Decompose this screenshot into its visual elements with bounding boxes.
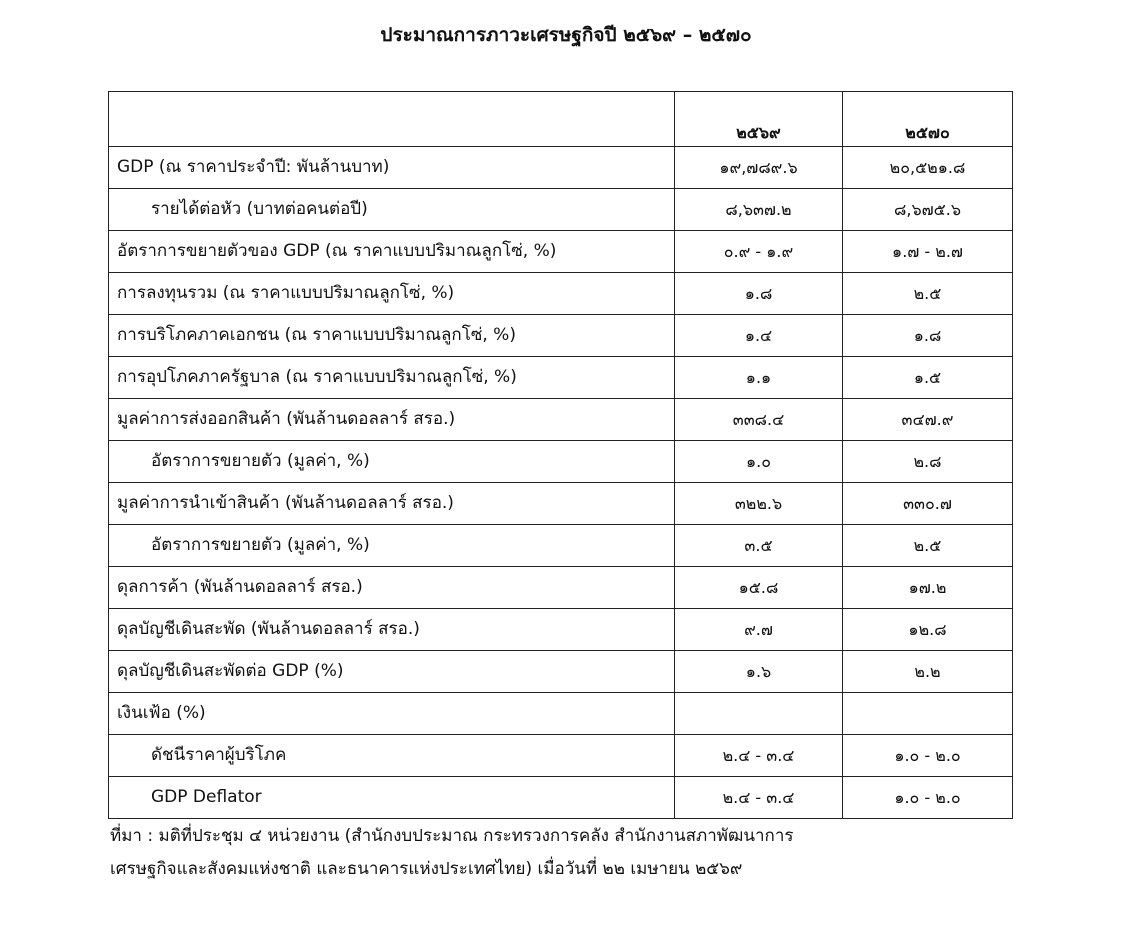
value-2569: ๑๙,๗๘๙.๖ (675, 147, 843, 189)
table-row (109, 483, 1013, 525)
source-note (110, 820, 1020, 886)
header-year-2570: ๒๕๗๐ (843, 92, 1013, 147)
row-label: มูลค่าการนำเข้าสินค้า (พันล้านดอลลาร์ สรอ.) (109, 483, 675, 525)
value-2570: ๒.๕ (843, 273, 1013, 315)
value-2569: ๓๓๘.๔ (675, 399, 843, 441)
value-2570: ๓๓๐.๗ (843, 483, 1013, 525)
row-label: ดุลบัญชีเดินสะพัดต่อ GDP (%) (109, 651, 675, 693)
forecast-table (108, 91, 1013, 819)
table-row (109, 567, 1013, 609)
table-row (109, 693, 1013, 735)
row-label: รายได้ต่อหัว (บาทต่อคนต่อปี) (109, 189, 675, 231)
value-2570: ๒.๒ (843, 651, 1013, 693)
value-2569: ๘,๖๓๗.๒ (675, 189, 843, 231)
table-row (109, 441, 1013, 483)
row-label: การอุปโภคภาครัฐบาล (ณ ราคาแบบปริมาณลูกโซ่, %) (109, 357, 675, 399)
table-row (109, 777, 1013, 819)
row-label: ดัชนีราคาผู้บริโภค (109, 735, 675, 777)
row-label: มูลค่าการส่งออกสินค้า (พันล้านดอลลาร์ สรอ.) (109, 399, 675, 441)
table-row (109, 147, 1013, 189)
value-2570 (843, 693, 1013, 735)
table-row (109, 189, 1013, 231)
value-2569: ๙.๗ (675, 609, 843, 651)
table-row (109, 231, 1013, 273)
value-2569 (675, 693, 843, 735)
table-header-row (109, 92, 1013, 147)
value-2569: ๓.๕ (675, 525, 843, 567)
value-2570: ๒.๕ (843, 525, 1013, 567)
table-row (109, 651, 1013, 693)
value-2569: ๒.๔ - ๓.๔ (675, 735, 843, 777)
row-label: อัตราการขยายตัว (มูลค่า, %) (109, 525, 675, 567)
value-2570: ๘,๖๗๕.๖ (843, 189, 1013, 231)
document-title: ประมาณการภาวะเศรษฐกิจปี ๒๕๖๙ – ๒๕๗๐ (380, 24, 752, 46)
row-label: GDP (ณ ราคาประจำปี: พันล้านบาท) (109, 147, 675, 189)
value-2570: ๑.๐ - ๒.๐ (843, 777, 1013, 819)
row-label: การลงทุนรวม (ณ ราคาแบบปริมาณลูกโซ่, %) (109, 273, 675, 315)
table-row (109, 525, 1013, 567)
header-blank-cell (109, 92, 675, 147)
value-2569: ๓๒๒.๖ (675, 483, 843, 525)
value-2569: ๑.๘ (675, 273, 843, 315)
value-2569: ๑.๖ (675, 651, 843, 693)
value-2570: ๑.๐ - ๒.๐ (843, 735, 1013, 777)
table-row (109, 357, 1013, 399)
value-2569: ๑.๑ (675, 357, 843, 399)
table-row (109, 735, 1013, 777)
value-2570: ๑๒.๘ (843, 609, 1013, 651)
value-2569: ๑.๔ (675, 315, 843, 357)
value-2570: ๑.๗ - ๒.๗ (843, 231, 1013, 273)
value-2570: ๒.๘ (843, 441, 1013, 483)
table-row (109, 315, 1013, 357)
value-2569: ๐.๙ - ๑.๙ (675, 231, 843, 273)
value-2570: ๑.๘ (843, 315, 1013, 357)
row-label: ดุลบัญชีเดินสะพัด (พันล้านดอลลาร์ สรอ.) (109, 609, 675, 651)
value-2570: ๑๗.๒ (843, 567, 1013, 609)
row-label: ดุลการค้า (พันล้านดอลลาร์ สรอ.) (109, 567, 675, 609)
source-line-2: เศรษฐกิจและสังคมแห่งชาติ และธนาคารแห่งประเทศไทย) เมื่อวันที่ ๒๒ เมษายน ๒๕๖๙ (110, 859, 743, 879)
table-row (109, 609, 1013, 651)
row-label: GDP Deflator (109, 777, 675, 819)
value-2570: ๑.๕ (843, 357, 1013, 399)
row-label: อัตราการขยายตัวของ GDP (ณ ราคาแบบปริมาณลูกโซ่, %) (109, 231, 675, 273)
value-2569: ๑๕.๘ (675, 567, 843, 609)
row-label: เงินเฟ้อ (%) (109, 693, 675, 735)
source-line-1: ที่มา : มติที่ประชุม ๔ หน่วยงาน (สำนักงบประมาณ กระทรวงการคลัง สำนักงานสภาพัฒนาการ (110, 826, 794, 846)
row-label: การบริโภคภาคเอกชน (ณ ราคาแบบปริมาณลูกโซ่, %) (109, 315, 675, 357)
value-2569: ๒.๔ - ๓.๔ (675, 777, 843, 819)
table-row (109, 399, 1013, 441)
header-year-2569: ๒๕๖๙ (675, 92, 843, 147)
value-2569: ๑.๐ (675, 441, 843, 483)
value-2570: ๓๔๗.๙ (843, 399, 1013, 441)
row-label: อัตราการขยายตัว (มูลค่า, %) (109, 441, 675, 483)
table-row (109, 273, 1013, 315)
value-2570: ๒๐,๕๒๑.๘ (843, 147, 1013, 189)
